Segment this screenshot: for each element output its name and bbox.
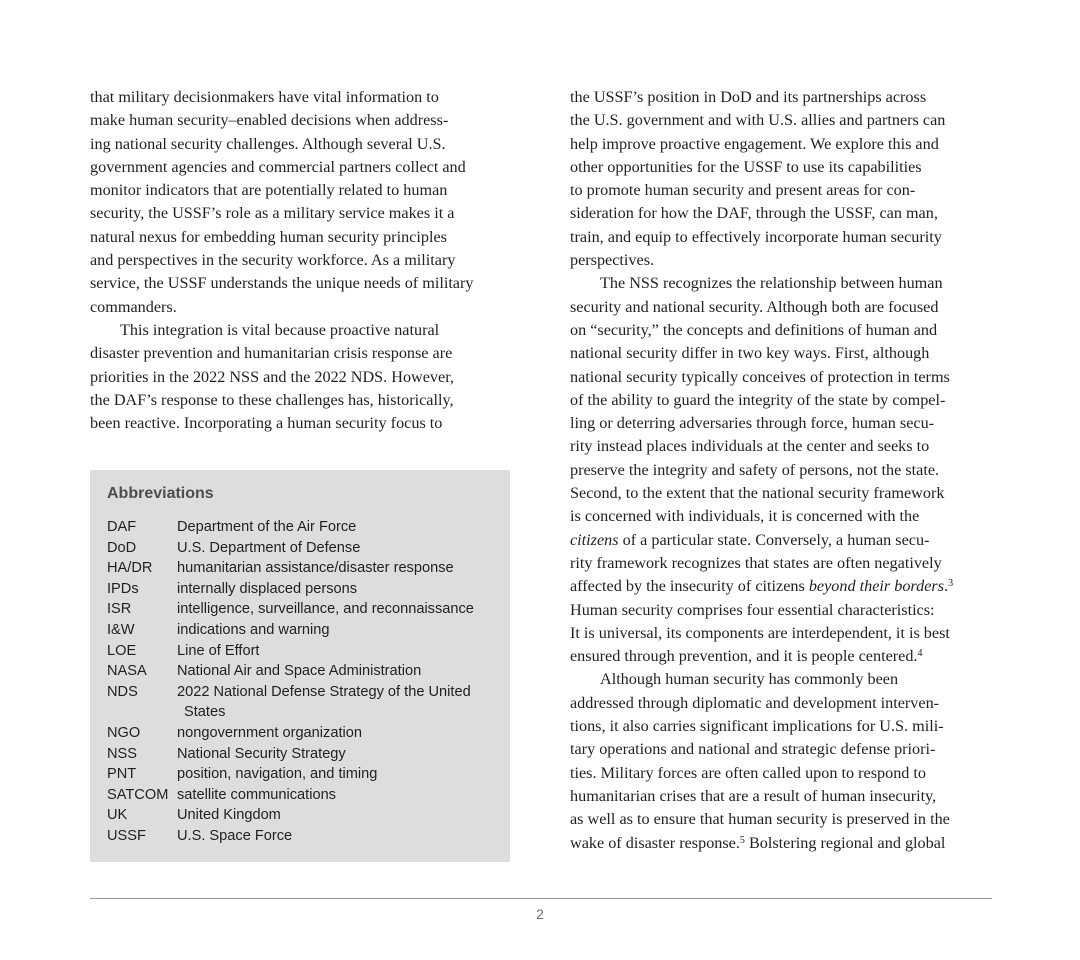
abbreviation-term: DoD	[107, 539, 137, 556]
abbreviations-box	[90, 470, 510, 862]
text-line: commanders.	[90, 297, 177, 316]
text-line: natural nexus for embedding human security principles	[90, 227, 447, 246]
text-line: perspectives.	[570, 251, 655, 270]
abbreviation-row	[107, 764, 493, 785]
paragraph	[570, 86, 990, 272]
abbreviation-term: I&W	[107, 621, 135, 638]
abbreviation-definition: National Security Strategy	[177, 745, 346, 762]
text-fragment: Bolstering regional and global	[744, 833, 946, 852]
emphasis-text: citizens	[570, 530, 619, 549]
abbreviation-row	[107, 538, 493, 559]
abbreviation-row	[107, 723, 493, 744]
text-line: addressed through diplomatic and development interven-	[570, 693, 940, 712]
abbreviation-term: NASA	[107, 663, 147, 680]
abbreviation-term: PNT	[107, 766, 137, 783]
text-line: Although human security has commonly been	[600, 670, 899, 689]
paragraph	[90, 319, 510, 435]
text-line: The NSS recognizes the relationship between human	[600, 274, 943, 293]
emphasis-text: beyond their borders	[808, 577, 945, 596]
text-line: rity framework recognizes that states are often negatively	[570, 553, 942, 572]
abbreviation-row	[107, 517, 493, 538]
abbreviation-term: NSS	[107, 745, 138, 762]
text-line: the USSF’s position in DoD and its partnerships across	[570, 88, 927, 106]
abbreviation-row	[107, 599, 493, 620]
paragraph	[570, 272, 990, 668]
text-fragment: of a particular state. Conversely, a human secu-	[618, 530, 930, 549]
text-line: on “security,” the concepts and definitions of human and	[570, 320, 938, 339]
text-line: Human security comprises four essential characteristics:	[570, 600, 935, 619]
text-line: government agencies and commercial partners collect and	[90, 157, 466, 176]
abbreviation-definition: satellite communications	[177, 786, 336, 803]
abbreviation-definition: National Air and Space Administration	[177, 663, 422, 680]
text-line: been reactive. Incorporating a human security focus to	[90, 414, 443, 433]
text-fragment: .	[944, 577, 949, 596]
text-line: security and national security. Although both are focused	[570, 297, 939, 316]
text-line: as well as to ensure that human security is preserved in the	[570, 810, 950, 829]
page-number: 2	[536, 906, 544, 922]
footnote-ref: 3	[948, 578, 954, 590]
abbreviation-row	[107, 785, 493, 806]
text-line	[570, 575, 990, 598]
abbreviation-definition: United Kingdom	[177, 807, 281, 824]
footnote-ref: 4	[917, 648, 923, 660]
text-line: tary operations and national and strategic defense priori-	[570, 740, 936, 759]
text-line: the DAF’s response to these challenges has, historically,	[90, 390, 454, 409]
text-line: sideration for how the DAF, through the USSF, can man,	[570, 204, 938, 223]
text-line: and perspectives in the security workforce. As a military	[90, 251, 456, 270]
text-line: humanitarian crises that are a result of human insecurity,	[570, 786, 937, 805]
text-fragment: ensured through prevention, and it is people centered.	[570, 647, 918, 666]
abbreviation-definition: intelligence, surveillance, and reconnaissance	[177, 601, 474, 618]
text-fragment: wake of disaster response.	[570, 833, 740, 852]
abbreviation-definition	[177, 682, 493, 723]
text-line: ling or deterring adversaries through force, human secu-	[570, 414, 935, 433]
abbreviation-row	[107, 558, 493, 579]
abbreviation-row	[107, 682, 493, 723]
paragraph	[90, 86, 510, 319]
abbreviation-term: UK	[107, 807, 128, 824]
abbreviation-term: LOE	[107, 642, 137, 659]
abbreviation-term: USSF	[107, 827, 146, 844]
abbreviations-title: Abbreviations	[107, 485, 214, 502]
text-line	[570, 832, 990, 855]
abbreviation-row	[107, 744, 493, 765]
text-line: to promote human security and present areas for con-	[570, 181, 916, 200]
text-line: rity instead places individuals at the center and seeks to	[570, 437, 930, 456]
abbreviation-definition: internally displaced persons	[177, 580, 358, 597]
right-column	[570, 86, 990, 855]
text-line: preserve the integrity and safety of persons, not the state.	[570, 460, 940, 479]
text-line: national security differ in two key ways. First, although	[570, 344, 930, 363]
abbreviation-term: DAF	[107, 519, 137, 535]
abbreviation-definition-text: 2022 National Defense Strategy of the United	[177, 683, 471, 700]
abbreviation-definition: U.S. Department of Defense	[177, 539, 361, 556]
text-line: disaster prevention and humanitarian crisis response are	[90, 344, 453, 363]
text-fragment: affected by the insecurity of citizens	[570, 577, 809, 596]
abbreviation-term: IPDs	[107, 580, 139, 597]
text-line: security, the USSF’s role as a military service makes it a	[90, 204, 455, 223]
abbreviation-term: NGO	[107, 724, 141, 741]
footer-divider	[90, 898, 992, 899]
text-line: Second, to the extent that the national security framework	[570, 484, 945, 503]
paragraph	[570, 668, 990, 854]
abbreviation-definition: humanitarian assistance/disaster response	[177, 560, 454, 577]
text-line	[570, 645, 990, 668]
text-line: tions, it also carries significant implications for U.S. mili-	[570, 717, 944, 736]
text-line: monitor indicators that are potentially related to human	[90, 181, 448, 200]
abbreviation-row	[107, 579, 493, 600]
text-line: ing national security challenges. Although several U.S.	[90, 134, 446, 153]
text-line: train, and equip to effectively incorporate human security	[570, 227, 942, 246]
footnote-ref: 5	[739, 834, 745, 846]
abbreviation-row	[107, 661, 493, 682]
text-line: make human security–enabled decisions when address-	[90, 111, 449, 130]
abbreviation-definition: U.S. Space Force	[177, 827, 293, 844]
abbreviation-definition-continuation: States	[184, 704, 226, 721]
abbreviation-definition: indications and warning	[177, 621, 330, 638]
abbreviation-row	[107, 620, 493, 641]
abbreviation-row	[107, 641, 493, 662]
text-line: This integration is vital because proactive natural	[120, 320, 440, 339]
abbreviation-definition: nongovernment organization	[177, 724, 362, 741]
abbreviation-term: NDS	[107, 683, 138, 700]
abbreviation-definition: Line of Effort	[177, 642, 260, 659]
text-line: help improve proactive engagement. We explore this and	[570, 134, 939, 153]
text-line: other opportunities for the USSF to use its capabilities	[570, 157, 922, 176]
abbreviation-term: ISR	[107, 601, 132, 618]
text-line: that military decisionmakers have vital information to	[90, 88, 439, 106]
text-line: service, the USSF understands the unique needs of military	[90, 274, 474, 293]
abbreviation-definition: position, navigation, and timing	[177, 766, 378, 783]
abbreviation-term: SATCOM	[107, 786, 169, 803]
text-line: ties. Military forces are often called upon to respond to	[570, 763, 927, 782]
text-line	[570, 529, 990, 552]
left-column	[90, 86, 510, 435]
text-line: is concerned with individuals, it is concerned with the	[570, 507, 920, 526]
abbreviation-definition: Department of the Air Force	[177, 519, 357, 535]
abbreviation-term: HA/DR	[107, 560, 153, 577]
text-line: priorities in the 2022 NSS and the 2022 NDS. However,	[90, 367, 454, 386]
text-line: It is universal, its components are interdependent, it is best	[570, 623, 950, 642]
abbreviation-row	[107, 805, 493, 826]
text-line: the U.S. government and with U.S. allies and partners can	[570, 111, 946, 130]
text-line: national security typically conceives of protection in terms	[570, 367, 950, 386]
text-line: of the ability to guard the integrity of the state by compel-	[570, 390, 946, 409]
abbreviation-row	[107, 826, 493, 847]
